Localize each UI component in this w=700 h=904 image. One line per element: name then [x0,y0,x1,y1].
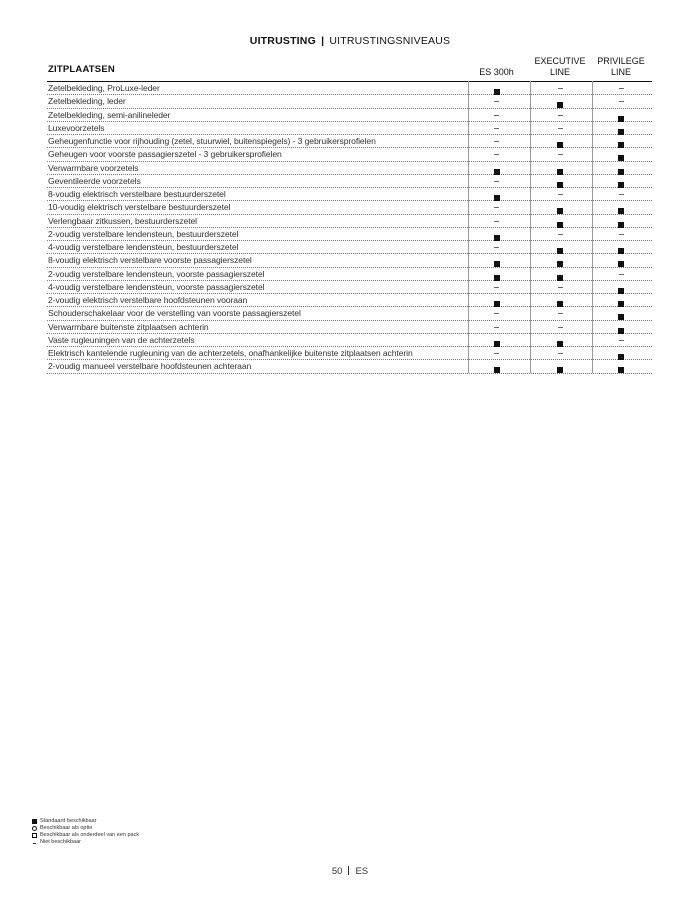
column-header-executive-line: EXECUTIVE LINE [534,56,586,77]
availability-cell [531,254,589,267]
not-available-dash-icon [558,234,563,235]
feature-label: Verwarmbare voorzetels [48,162,139,173]
section-title: ZITPLAATSEN [48,64,115,75]
standard-square-icon [557,222,563,228]
availability-cell [531,95,589,108]
availability-cell [593,241,649,254]
availability-cell [531,347,589,360]
not-available-dash-icon [558,313,563,314]
availability-cell [593,95,649,108]
availability-cell [469,334,524,347]
standard-square-icon [557,248,563,254]
legend-label: Niet beschikbaar [40,839,81,845]
table-row [47,360,652,373]
availability-cell [469,82,524,95]
page-footer [0,866,700,877]
not-available-dash-icon [558,287,563,288]
availability-cell [593,122,649,135]
feature-label: 4-voudig verstelbare lendensteun, bestuurderszetel [48,242,239,252]
legend-label: Beschikbaar als optie [40,825,93,831]
standard-square-icon [557,142,563,148]
feature-label: Zetelbekleding, semi-anilineleder [48,109,171,120]
feature-label: 10-voudig elektrisch verstelbare bestuurderszetel [48,202,231,213]
column-divider [592,81,593,373]
table-row [47,215,652,228]
standard-square-icon [494,195,500,201]
standard-square-icon [618,261,624,267]
table-row [47,201,652,214]
availability-cell [531,281,589,294]
availability-cell [593,175,649,188]
not-available-dash-icon [619,340,624,341]
standard-square-icon [618,248,624,254]
legend-item [32,825,139,832]
availability-cell [531,201,589,214]
legend [32,818,139,846]
standard-square-icon [618,129,624,135]
feature-label: 8-voudig elektrisch verstelbare voorste passagierszetel [48,255,252,266]
standard-square-icon [618,354,624,360]
availability-cell [531,321,589,334]
language-code: ES [355,866,369,877]
table-row [47,268,652,281]
feature-label: 2-voudig elektrisch verstelbare hoofdsteunen vooraan [48,295,248,305]
availability-cell [469,347,524,360]
table-row [47,347,652,360]
standard-square-icon [494,367,500,373]
not-available-dash-icon [494,247,499,248]
availability-cell [593,148,649,161]
standard-square-icon [494,89,500,95]
availability-cell [593,268,649,281]
standard-square-icon [494,169,500,175]
availability-cell [469,360,524,373]
table-row [47,109,652,122]
legend-item [32,839,139,846]
not-available-dash-icon [494,115,499,116]
availability-cell [531,175,589,188]
availability-cell [469,268,524,281]
standard-square-icon [557,208,563,214]
title-sub: UITRUSTINGSNIVEAUS [329,35,451,47]
table-row [47,321,652,334]
standard-square-icon [618,142,624,148]
availability-cell [593,334,649,347]
availability-cell [469,109,524,122]
availability-cell [531,268,589,281]
availability-cell [593,360,649,373]
not-available-dash-icon [558,154,563,155]
legend-label: Beschikbaar als onderdeel van een pack [40,832,140,838]
standard-square-icon [494,275,500,281]
page-number: 50 [331,866,343,877]
feature-label: Vaste rugleuningen van de achterzetels [48,334,195,345]
availability-cell [531,307,589,320]
table-row [47,175,652,188]
feature-label: 8-voudig elektrisch verstelbare bestuurderszetel [48,189,226,199]
column-divider [530,81,531,373]
standard-square-icon [494,235,500,241]
table-row [47,294,652,307]
availability-cell [593,162,649,175]
standard-square-icon [618,208,624,214]
table-row [47,241,652,254]
not-available-dash-icon [558,327,563,328]
standard-square-icon [618,155,624,161]
feature-label: Verwarmbare buitenste zitplaatsen achterin [48,321,209,332]
availability-cell [593,321,649,334]
availability-cell [593,215,649,228]
availability-cell [469,228,524,241]
availability-cell [531,162,589,175]
table-header [47,52,652,82]
feature-label: 2-voudig verstelbare lendensteun, bestuurderszetel [48,228,239,239]
standard-square-icon [618,169,624,175]
table-row [47,281,652,294]
availability-cell [531,241,589,254]
title-main: UITRUSTING [249,35,316,47]
not-available-dash-icon [558,353,563,354]
circle-outline-icon [32,826,37,831]
feature-label: Geventileerde voorzetels [48,175,141,186]
dash-icon [33,843,36,844]
not-available-dash-icon [494,141,499,142]
feature-label: Luxevoorzetels [48,122,105,133]
table-row [47,95,652,108]
standard-square-icon [557,169,563,175]
availability-cell [469,148,524,161]
availability-cell [593,347,649,360]
availability-cell [593,188,649,201]
legend-item [32,832,139,839]
feature-label: 2-voudig verstelbare lendensteun, voorste passagierszetel [48,268,265,279]
not-available-dash-icon [619,274,624,275]
square-outline-icon [32,833,37,838]
table-row [47,135,652,148]
table-row [47,334,652,347]
availability-cell [593,109,649,122]
not-available-dash-icon [494,353,499,354]
not-available-dash-icon [494,221,499,222]
feature-label: Elektrisch kantelende rugleuning van de achterzetels, onafhankelijke buitenste zitplaatsen achterin [48,348,413,358]
not-available-dash-icon [619,194,624,195]
standard-square-icon [618,314,624,320]
availability-cell [593,135,649,148]
availability-cell [531,122,589,135]
availability-cell [469,321,524,334]
availability-cell [469,95,524,108]
availability-cell [593,228,649,241]
column-header-es300h: ES 300h [479,66,514,77]
not-available-dash-icon [619,88,624,89]
feature-label: Zetelbekleding, leder [48,96,126,107]
availability-cell [593,307,649,320]
feature-label: 4-voudig verstelbare lendensteun, voorste passagierszetel [48,281,265,292]
availability-cell [593,281,649,294]
availability-cell [531,334,589,347]
table-row [47,254,652,267]
availability-cell [469,135,524,148]
standard-square-icon [618,328,624,334]
not-available-dash-icon [558,128,563,129]
standard-square-icon [618,222,624,228]
standard-square-icon [557,102,563,108]
availability-cell [531,188,589,201]
availability-cell [469,201,524,214]
standard-square-icon [494,261,500,267]
table-body [47,82,652,374]
table-row [47,228,652,241]
title-separator: | [321,35,325,47]
table-row [47,162,652,175]
feature-label: 2-voudig manueel verstelbare hoofdsteunen achteraan [48,361,252,372]
availability-cell [531,228,589,241]
standard-square-icon [557,182,563,188]
not-available-dash-icon [494,181,499,182]
not-available-dash-icon [494,154,499,155]
standard-square-icon [494,341,500,347]
feature-label: Schouderschakelaar voor de verstelling van voorste passagierszetel [48,308,301,319]
footer-divider [348,866,349,875]
not-available-dash-icon [494,207,499,208]
not-available-dash-icon [494,101,499,102]
not-available-dash-icon [558,115,563,116]
availability-cell [531,215,589,228]
availability-cell [531,148,589,161]
standard-square-icon [557,275,563,281]
not-available-dash-icon [558,194,563,195]
availability-cell [469,188,524,201]
column-header-privilege-line: PRIVILEGE LINE [597,56,645,77]
not-available-dash-icon [494,128,499,129]
not-available-dash-icon [619,234,624,235]
table-row [47,148,652,161]
availability-cell [531,82,589,95]
availability-cell [593,294,649,307]
availability-cell [531,294,589,307]
standard-square-icon [618,301,624,307]
availability-cell [593,254,649,267]
availability-cell [469,175,524,188]
availability-cell [593,82,649,95]
feature-label: Geheugenfunctie voor rijhouding (zetel, stuurwiel, buitenspiegels) - 3 gebruikersprofielen [48,136,376,146]
standard-square-icon [618,182,624,188]
availability-cell [469,254,524,267]
standard-square-icon [557,301,563,307]
availability-cell [593,201,649,214]
availability-cell [469,162,524,175]
table-row [47,307,652,320]
standard-square-icon [557,341,563,347]
table-row [47,122,652,135]
standard-square-icon [557,367,563,373]
not-available-dash-icon [494,287,499,288]
not-available-dash-icon [494,327,499,328]
table-row [47,82,652,95]
page-title [0,35,700,47]
availability-cell [469,122,524,135]
availability-cell [469,215,524,228]
standard-square-icon [618,116,624,122]
feature-label: Verlengbaar zitkussen, bestuurderszetel [48,215,197,226]
not-available-dash-icon [494,313,499,314]
legend-item [32,818,139,825]
availability-cell [531,360,589,373]
column-divider [468,81,469,373]
standard-square-icon [557,261,563,267]
standard-square-icon [618,288,624,294]
filled-square-icon [32,819,37,824]
table-row [47,188,652,201]
not-available-dash-icon [558,88,563,89]
equipment-table [47,52,652,374]
legend-label: Standaard beschikbaar [40,818,97,824]
standard-square-icon [494,301,500,307]
feature-label: Geheugen voor voorste passagierszetel - 3 gebruikersprofielen [48,149,282,160]
availability-cell [469,241,524,254]
feature-label: Zetelbekleding, ProLuxe-leder [48,83,160,93]
standard-square-icon [618,367,624,373]
not-available-dash-icon [619,101,624,102]
availability-cell [469,281,524,294]
availability-cell [469,307,524,320]
availability-cell [531,109,589,122]
availability-cell [469,294,524,307]
availability-cell [531,135,589,148]
